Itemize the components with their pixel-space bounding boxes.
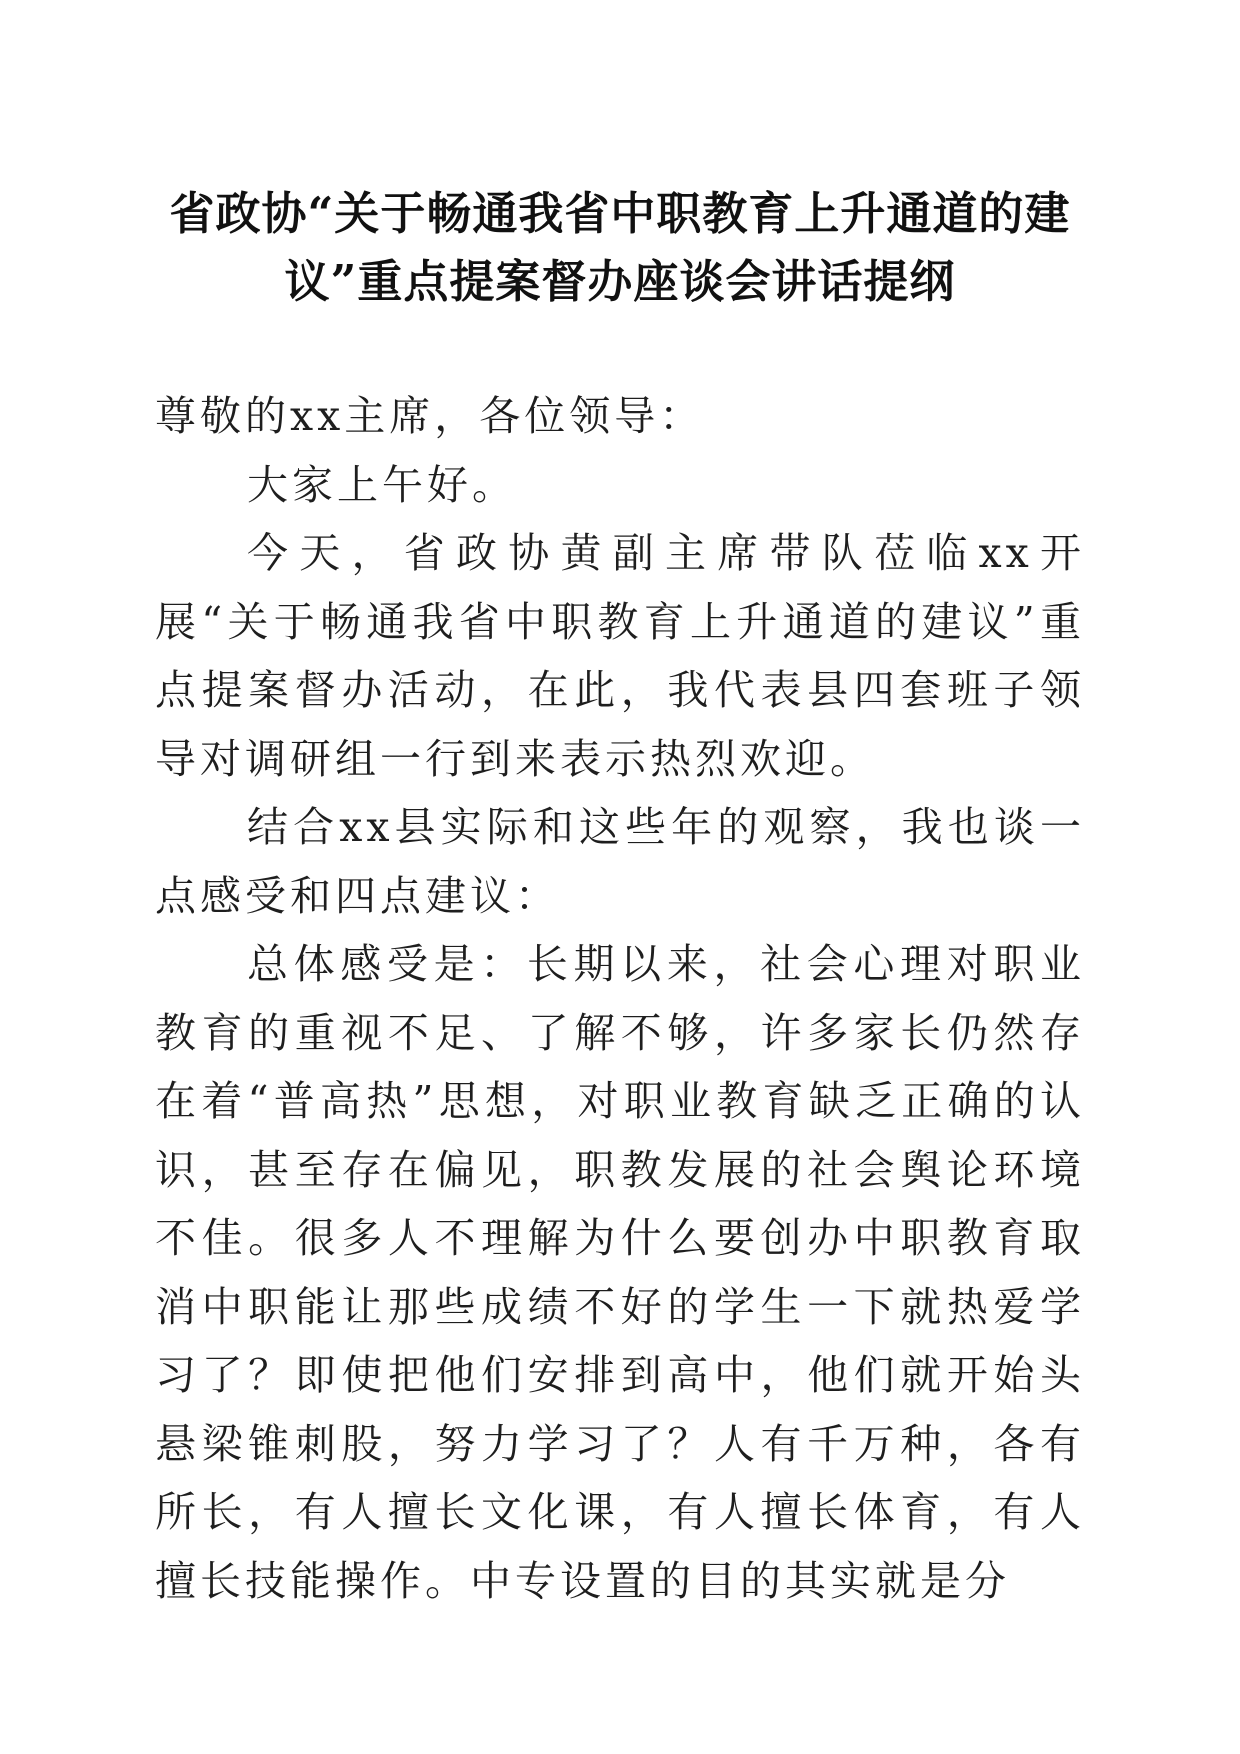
document-title: 省政协“关于畅通我省中职教育上升通道的建议”重点提案督办座谈会讲话提纲	[169, 187, 1071, 308]
welcome-paragraph: 今天，省政协黄副主席带队莅临xx开展“关于畅通我省中职教育上升通道的建议”重点提案督办活动，在此，我代表县四套班子领导对调研组一行到来表示热烈欢迎。	[155, 529, 1085, 783]
greeting-paragraph: 大家上午好。	[247, 460, 517, 509]
intro-paragraph: 结合xx县实际和这些年的观察，我也谈一点感受和四点建议：	[155, 803, 1085, 920]
salutation-paragraph: 尊敬的xx主席，各位领导：	[155, 392, 705, 440]
document-body	[155, 382, 1085, 1615]
overall-feeling-paragraph: 总体感受是：长期以来，社会心理对职业教育的重视不足、了解不够，许多家长仍然存在着“普高热”思想，对职业教育缺乏正确的认识，甚至存在偏见，职教发展的社会舆论环境不佳。很多人不理解为什么要创办中职教育取消中职能让那些成绩不好的学生一下就热爱学习了？即使把他们安排到高中，他们就开始头悬梁锥刺股，努力学习了？人有千万种，各有所长，有人擅长文化课，有人擅长体育，有人擅长技能操作。中专设置的目的其实就是分	[155, 940, 1085, 1605]
